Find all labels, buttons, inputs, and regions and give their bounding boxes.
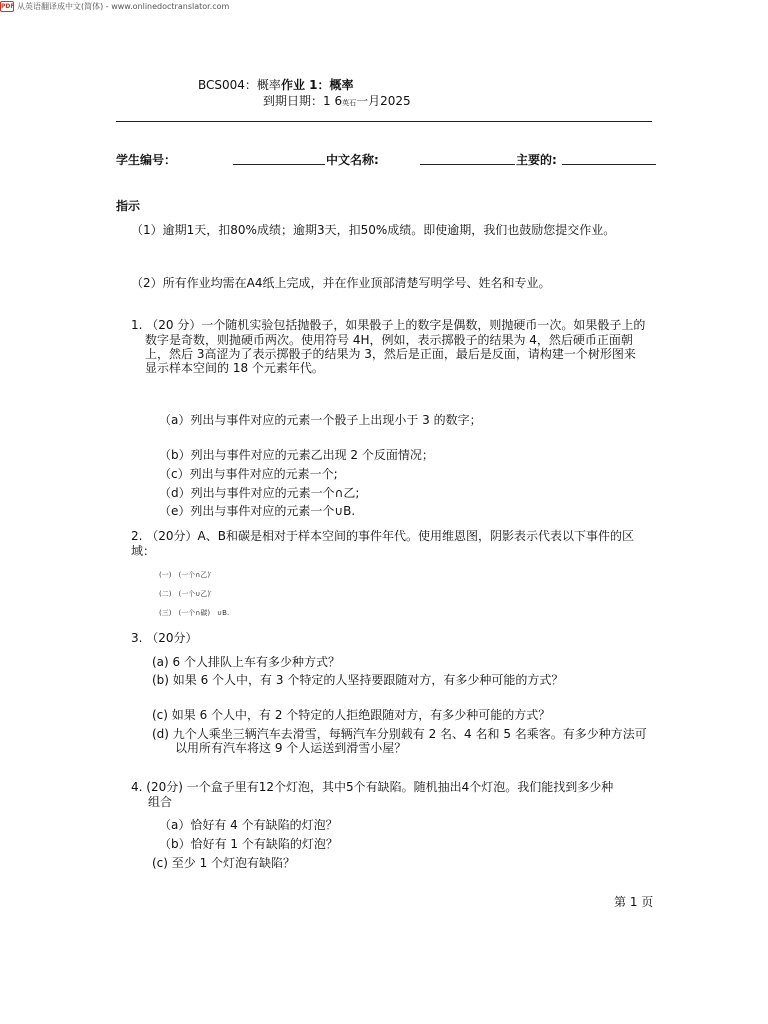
instruction-item-1: （1）逾期1天，扣80%成绩；逾期3天，扣50%成绩。即使逾期，我们也鼓励您提交作业。 [131, 223, 616, 237]
q3-part-d-line-1: (d) 九个人乘坐三辆汽车去滑雪，每辆汽车分别载有 2 名、4 名和 5 名乘客。有多少种方法可 [152, 727, 647, 741]
q1-part-d: （d）列出与事件对应的元素一个∩乙; [159, 486, 360, 500]
q1-part-a: （a）列出与事件对应的元素一个骰子上出现小于 3 的数字； [159, 413, 482, 427]
q4-part-c: (c) 至少 1 个灯泡有缺陷？ [152, 856, 296, 870]
q3-part-d-line-2: 以用所有汽车将这 9 个人运送到滑雪小屋？ [175, 741, 407, 755]
q2-part-i: (一) (一个∩乙)′ [159, 571, 212, 579]
header-divider [116, 121, 652, 122]
q1-line-4: 显示样本空间的 18 个元素年代。 [145, 361, 324, 375]
due-small: 英石 [342, 99, 357, 107]
major-field[interactable] [562, 151, 656, 165]
student-id-label: 学生编号： [116, 153, 177, 167]
due-digits: 1 6 [323, 94, 343, 108]
chinese-name-field[interactable] [420, 151, 515, 165]
banner-text[interactable]: 从英语翻译成中文(简体) - www.onlinedoctranslator.com [17, 1, 230, 11]
q1-line-2: 数字是奇数，则抛硬币两次。使用符号 4H，例如，表示掷骰子的结果为 4，然后硬币正面朝 [145, 333, 633, 347]
q1-part-b: （b）列出与事件对应的元素乙出现 2 个反面情况； [159, 448, 434, 462]
q1-part-e: （e）列出与事件对应的元素一个∪B. [159, 504, 356, 518]
q3-part-a: (a) 6 个人排队上车有多少种方式？ [152, 655, 340, 669]
instructions-heading: 指示 [116, 199, 141, 213]
pdf-logo-icon: PDF [1, 2, 15, 10]
q2-part-ii: (二) (一个∪乙)′ [159, 590, 212, 598]
q4-part-a: （a）恰好有 4 个有缺陷的灯泡？ [159, 818, 338, 832]
q3-part-c: (c) 如果 6 个人中，有 2 个特定的人拒绝跟随对方，有多少种可能的方式？ [152, 708, 551, 722]
q1-line-3: 上，然后 3高涩为了表示掷骰子的结果为 3，然后是正面，最后是反面，请构建一个树形图来 [145, 347, 636, 361]
q4-part-b: （b）恰好有 1 个有缺陷的灯泡？ [159, 837, 338, 851]
q1-part-c: （c）列出与事件对应的元素一个; [159, 467, 338, 481]
student-id-field[interactable] [233, 151, 325, 165]
due-label: 到期日期： [263, 94, 324, 108]
course-title-prefix: BCS004：概率 [198, 78, 281, 92]
major-label: 主要的: [516, 153, 557, 167]
q2-part-iii: (三) (一个∩碳) ∪B. [159, 609, 230, 617]
q4-line-2: 组合 [148, 795, 173, 809]
page-number: 第 1 页 [614, 895, 654, 909]
q3-heading: 3. （20分） [131, 631, 198, 645]
q4-line-1: 4. (20分) 一个盒子里有12个灯泡，其中5个有缺陷。随机抽出4个灯泡。我们能找到多少种 [131, 780, 614, 794]
q3-part-b: (b) 如果 6 个人中，有 3 个特定的人坚持要跟随对方，有多少种可能的方式？ [152, 673, 564, 687]
course-title [198, 76, 353, 93]
translator-banner[interactable] [0, 0, 229, 12]
chinese-name-label: 中文名称: [326, 153, 379, 167]
due-rest: 一月2025 [356, 94, 411, 108]
q1-line-1: 1. （20 分）一个随机实验包括抛骰子，如果骰子上的数字是偶数，则抛硬币一次。如果骰子上的 [131, 318, 646, 332]
q2-line-1: 2. （20分）A、B和碳是相对于样本空间的事件年代。使用维恩图，阴影表示代表以下事件的区 [131, 529, 634, 543]
instruction-item-2: （2）所有作业均需在A4纸上完成，并在作业顶部清楚写明学号、姓名和专业。 [131, 276, 551, 290]
due-date [263, 92, 411, 109]
q2-line-2: 域： [131, 544, 156, 558]
course-title-bold: 作业 1：概率 [280, 78, 354, 92]
